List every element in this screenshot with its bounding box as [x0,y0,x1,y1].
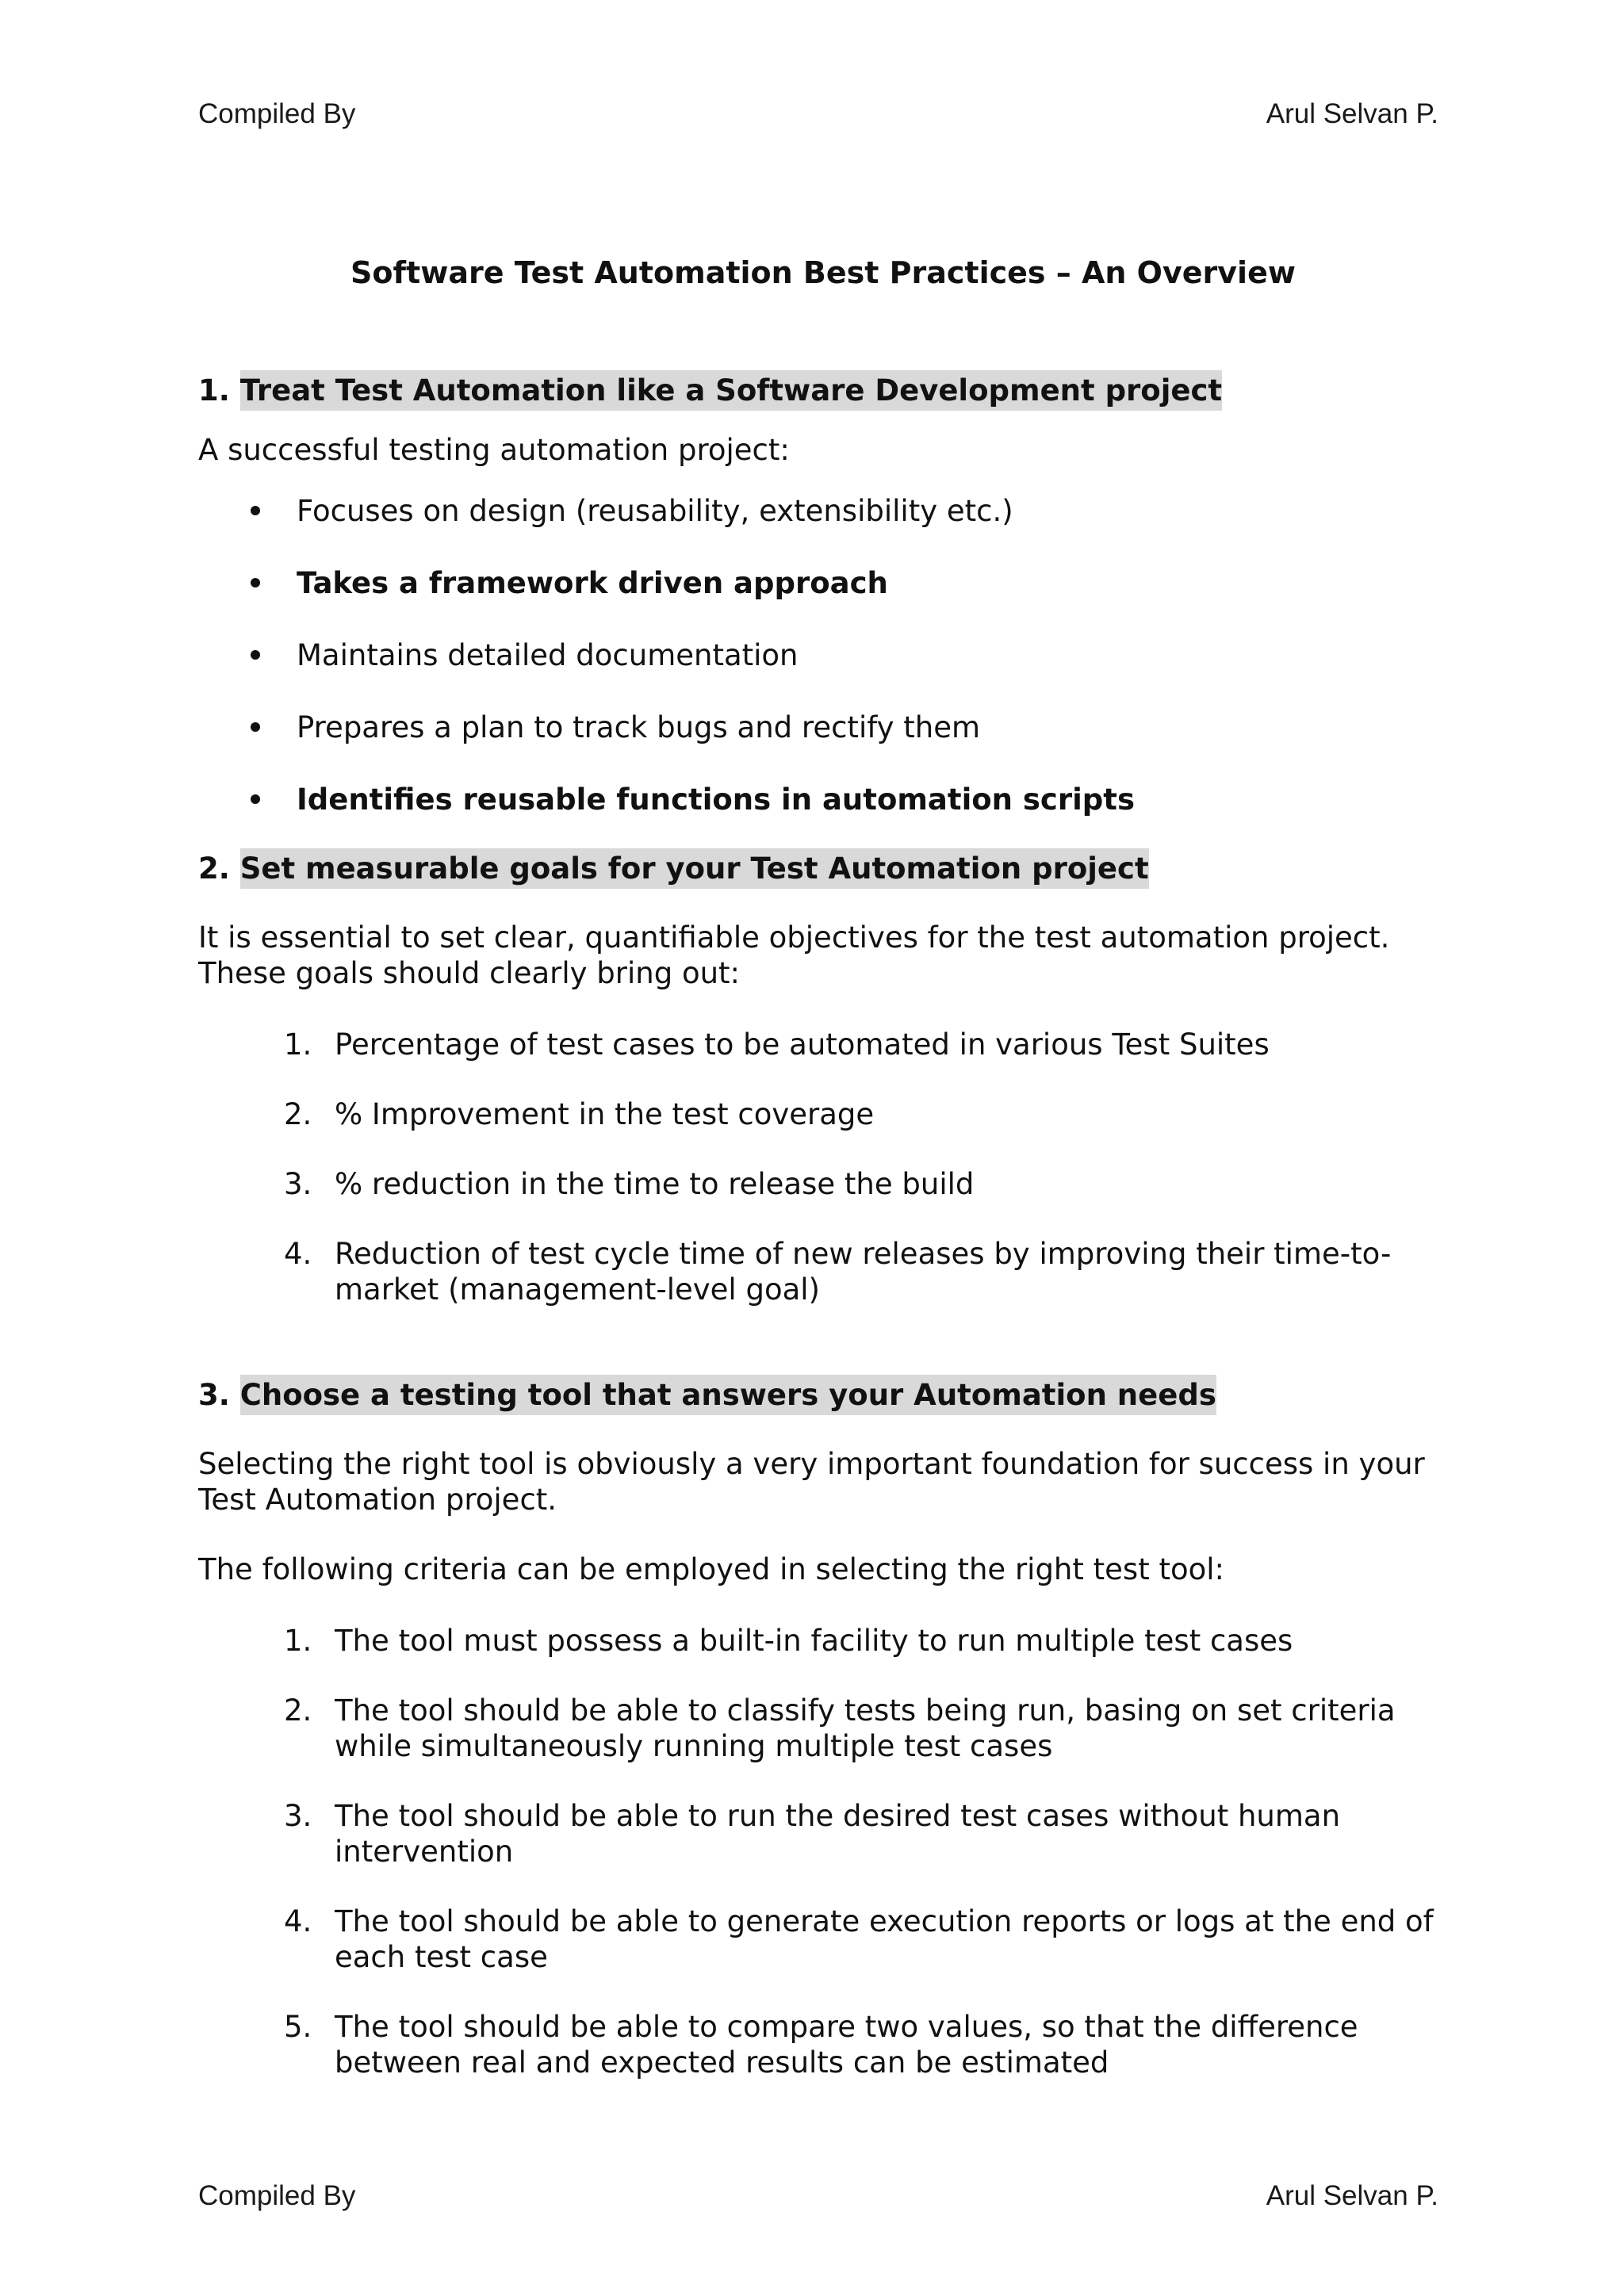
footer-right: Arul Selvan P. [1266,2180,1438,2211]
section-1-title: Treat Test Automation like a Software Development project [240,370,1222,411]
list-item: Focuses on design (reusability, extensibility etc.) [198,493,1451,529]
section-2-title: Set measurable goals for your Test Automation project [240,848,1149,889]
list-item: Maintains detailed documentation [198,637,1451,673]
bullet-icon [251,506,260,515]
section-2-number: 2. [198,851,230,886]
section-3-intro-2: The following criteria can be employed in selecting the right test tool: [198,1552,1224,1586]
list-item: 4. The tool should be able to generate execution reports or logs at the end of each test case [284,1904,1434,1974]
list-item: 5. The tool should be able to compare two values, so that the difference between real and expected results can be estimated [284,2010,1358,2080]
header-right: Arul Selvan P. [1266,98,1438,129]
section-2-numbered-list [198,1027,1451,1307]
section-1-intro: A successful testing automation project: [198,433,790,467]
list-item: 1. Percentage of test cases to be automated in various Test Suites [284,1027,1270,1062]
bullet-icon [251,722,260,732]
bullet-icon [251,794,260,804]
bullet-icon [251,650,260,660]
section-1-heading [198,373,1451,408]
document-body [198,373,1451,2080]
list-item: 3. % reduction in the time to release the build [284,1167,975,1201]
list-item: 2. % Improvement in the test coverage [284,1097,875,1131]
list-item: Identifies reusable functions in automation scripts [198,782,1451,817]
page-footer [198,2180,1438,2212]
list-item: 1. The tool must possess a built-in facility to run multiple test cases [284,1624,1293,1658]
footer-left: Compiled By [198,2180,356,2211]
list-item: 4. Reduction of test cycle time of new releases by improving their time-to-market (management-level goal) [284,1237,1392,1307]
section-1-bullet-list [198,493,1451,817]
list-item: Takes a framework driven approach [198,565,1451,601]
section-3-title: Choose a testing tool that answers your Automation needs [240,1375,1216,1415]
section-3-heading [198,1377,1451,1413]
page-header [198,98,1438,130]
document-title: Software Test Automation Best Practices – An Overview [350,255,1296,290]
list-item: 2. The tool should be able to classify tests being run, basing on set criteria while simultaneously running multiple test cases [284,1693,1396,1763]
header-left: Compiled By [198,98,356,129]
list-item: Prepares a plan to track bugs and rectify them [198,710,1451,745]
section-3-intro: Selecting the right tool is obviously a very important foundation for success in your Test Automation project. [198,1447,1425,1517]
section-2-intro: It is essential to set clear, quantifiable objectives for the test automation project. These goals should clearly bring out: [198,920,1390,990]
section-3-number: 3. [198,1378,230,1412]
section-1-number: 1. [198,373,230,408]
section-2-heading [198,851,1451,886]
section-3-numbered-list [198,1623,1451,2080]
list-item: 3. The tool should be able to run the desired test cases without human intervention [284,1799,1341,1869]
bullet-icon [251,578,260,587]
